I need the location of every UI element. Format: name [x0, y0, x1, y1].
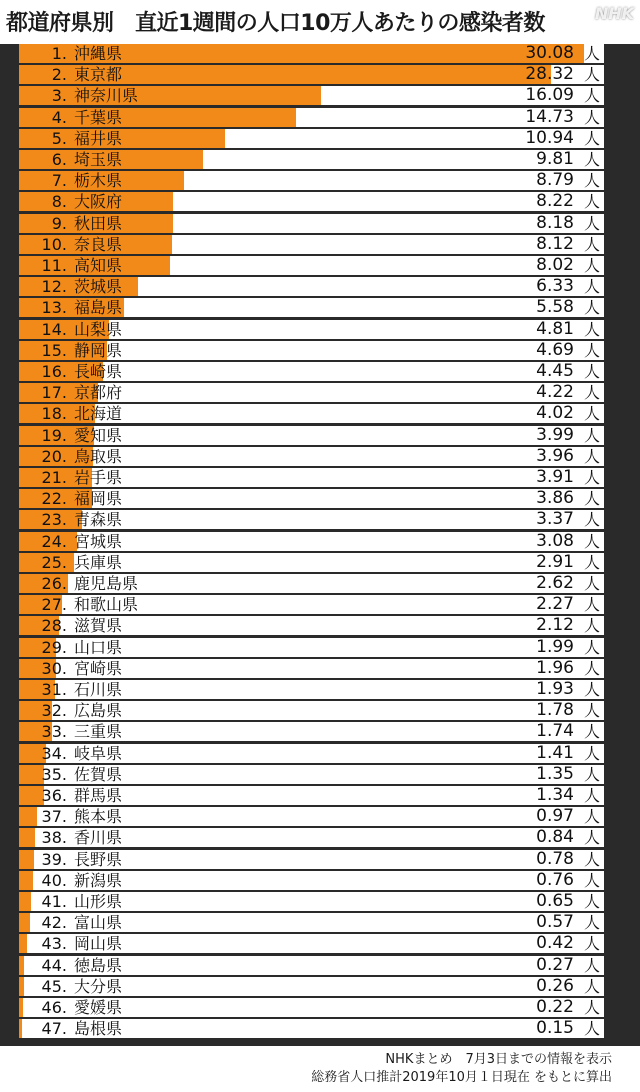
chart-row — [19, 744, 604, 763]
rank-label: 17. — [41, 383, 67, 403]
unit-label: 人 — [583, 574, 600, 593]
chart-row — [19, 722, 604, 741]
value-label: 8.79 — [536, 171, 574, 191]
rank-label: 30. — [41, 658, 67, 678]
unit-label: 人 — [583, 256, 600, 275]
prefecture-label: 鹿児島県 — [74, 574, 139, 593]
rank-label: 11. — [41, 256, 67, 275]
chart-row — [19, 192, 604, 211]
prefecture-label: 山梨県 — [74, 319, 123, 339]
unit-label: 人 — [583, 998, 600, 1017]
unit-label: 人 — [583, 764, 600, 784]
unit-label: 人 — [583, 86, 600, 106]
value-label: 2.12 — [536, 616, 574, 636]
prefecture-label: 宮崎県 — [74, 658, 123, 678]
rank-label: 35. — [41, 764, 67, 784]
unit-label: 人 — [583, 277, 600, 297]
rank-label: 2. — [51, 65, 67, 85]
value-label: 4.69 — [536, 340, 574, 360]
chart-row — [19, 362, 604, 381]
unit-label: 人 — [583, 404, 600, 424]
prefecture-label: 広島県 — [74, 701, 123, 721]
prefecture-label: 神奈川県 — [74, 86, 139, 106]
source-note: NHKまとめ 7月3日までの情報を表示 — [385, 1052, 612, 1067]
chart-row — [19, 553, 604, 572]
value-label: 9.81 — [536, 150, 574, 169]
unit-label: 人 — [583, 531, 600, 551]
value-label: 0.27 — [536, 955, 574, 975]
rank-label: 1. — [51, 44, 67, 63]
rank-label: 12. — [41, 277, 67, 297]
value-label: 0.97 — [536, 807, 574, 827]
prefecture-label: 沖縄県 — [74, 44, 123, 63]
value-label: 3.86 — [536, 489, 574, 509]
rank-label: 31. — [41, 680, 67, 699]
value-label: 1.34 — [536, 786, 574, 805]
unit-label: 人 — [583, 446, 600, 466]
unit-label: 人 — [583, 510, 600, 530]
value-label: 5.58 — [536, 298, 574, 318]
chart-row — [19, 447, 604, 466]
prefecture-label: 福岡県 — [74, 489, 123, 509]
prefecture-label: 青森県 — [74, 510, 123, 530]
rank-label: 46. — [41, 998, 67, 1017]
unit-label: 人 — [583, 934, 600, 954]
value-label: 1.96 — [536, 658, 574, 678]
value-label: 10.94 — [525, 128, 574, 148]
chart-row — [19, 277, 604, 296]
unit-label: 人 — [583, 128, 600, 148]
prefecture-label: 高知県 — [74, 256, 123, 275]
value-label: 28.32 — [525, 65, 574, 85]
unit-label: 人 — [583, 892, 600, 911]
value-label: 0.15 — [536, 1019, 574, 1039]
chart-row — [19, 404, 604, 423]
chart-row — [19, 65, 604, 84]
rank-label: 29. — [41, 637, 67, 657]
chart-row — [19, 320, 604, 339]
unit-label: 人 — [583, 171, 600, 191]
unit-label: 人 — [583, 383, 600, 403]
chart-row — [19, 871, 604, 890]
prefecture-label: 福井県 — [74, 128, 123, 148]
chart-row — [19, 659, 604, 678]
unit-label: 人 — [583, 150, 600, 169]
chart-row — [19, 235, 604, 254]
unit-label: 人 — [583, 107, 600, 127]
unit-label: 人 — [583, 234, 600, 254]
prefecture-label: 鳥取県 — [74, 446, 123, 466]
prefecture-label: 群馬県 — [74, 786, 123, 805]
rank-label: 4. — [51, 107, 67, 127]
chart-row — [19, 701, 604, 720]
chart-row — [19, 171, 604, 190]
chart-row — [19, 489, 604, 508]
prefecture-label: 宮城県 — [74, 531, 123, 551]
prefecture-label: 佐賀県 — [74, 764, 123, 784]
rank-label: 25. — [41, 552, 67, 572]
chart-row — [19, 532, 604, 551]
unit-label: 人 — [583, 425, 600, 445]
rank-label: 32. — [41, 701, 67, 721]
value-label: 0.26 — [536, 976, 574, 996]
prefecture-label: 東京都 — [74, 65, 123, 85]
unit-label: 人 — [583, 65, 600, 85]
chart-row — [19, 956, 604, 975]
chart-row — [19, 510, 604, 529]
unit-label: 人 — [583, 743, 600, 763]
unit-label: 人 — [583, 298, 600, 318]
value-label: 8.02 — [536, 256, 574, 275]
rank-label: 5. — [51, 128, 67, 148]
rank-label: 43. — [41, 934, 67, 954]
chart-row — [19, 86, 604, 105]
value-label: 16.09 — [525, 86, 574, 106]
unit-label: 人 — [583, 786, 600, 805]
chart-row — [19, 150, 604, 169]
rank-label: 38. — [41, 828, 67, 848]
rank-label: 47. — [41, 1019, 67, 1039]
unit-label: 人 — [583, 849, 600, 869]
rank-label: 39. — [41, 849, 67, 869]
chart-row — [19, 383, 604, 402]
unit-label: 人 — [583, 595, 600, 615]
rank-label: 9. — [51, 213, 67, 233]
rank-label: 45. — [41, 976, 67, 996]
unit-label: 人 — [583, 680, 600, 699]
prefecture-label: 奈良県 — [74, 234, 123, 254]
rank-label: 10. — [41, 234, 67, 254]
unit-label: 人 — [583, 489, 600, 509]
value-label: 3.96 — [536, 446, 574, 466]
rank-label: 19. — [41, 425, 67, 445]
unit-label: 人 — [583, 468, 600, 487]
chart-row — [19, 574, 604, 593]
unit-label: 人 — [583, 701, 600, 721]
footer — [0, 1046, 640, 1092]
rank-label: 16. — [41, 362, 67, 381]
chart-row — [19, 616, 604, 635]
unit-label: 人 — [583, 552, 600, 572]
unit-label: 人 — [583, 192, 600, 212]
population-note: 総務省人口推計2019年10月１日現在 をもとに算出 — [311, 1070, 612, 1085]
value-label: 0.84 — [536, 828, 574, 848]
rank-label: 13. — [41, 298, 67, 318]
value-label: 8.12 — [536, 234, 574, 254]
rank-label: 6. — [51, 150, 67, 169]
chart-row — [19, 638, 604, 657]
unit-label: 人 — [583, 362, 600, 381]
value-label: 8.18 — [536, 213, 574, 233]
prefecture-label: 滋賀県 — [74, 616, 123, 636]
rank-label: 21. — [41, 468, 67, 487]
prefecture-label: 長野県 — [74, 849, 123, 869]
value-label: 0.22 — [536, 998, 574, 1017]
prefecture-label: 埼玉県 — [74, 150, 123, 169]
prefecture-label: 兵庫県 — [74, 552, 123, 572]
value-label: 1.35 — [536, 764, 574, 784]
prefecture-label: 岡山県 — [74, 934, 123, 954]
prefecture-label: 愛媛県 — [74, 998, 123, 1017]
prefecture-label: 栃木県 — [74, 171, 123, 191]
prefecture-label: 大分県 — [74, 976, 123, 996]
prefecture-label: 茨城県 — [74, 277, 123, 297]
unit-label: 人 — [583, 616, 600, 636]
unit-label: 人 — [583, 658, 600, 678]
chart-row — [19, 998, 604, 1017]
value-label: 1.78 — [536, 701, 574, 721]
rank-label: 40. — [41, 870, 67, 890]
unit-label: 人 — [583, 637, 600, 657]
unit-label: 人 — [583, 44, 600, 63]
value-label: 3.08 — [536, 531, 574, 551]
value-label: 1.74 — [536, 722, 574, 742]
prefecture-label: 島根県 — [74, 1019, 123, 1039]
chart-row — [19, 934, 604, 953]
value-label: 2.91 — [536, 552, 574, 572]
value-label: 1.99 — [536, 637, 574, 657]
prefecture-label: 岩手県 — [74, 468, 123, 487]
prefecture-label: 新潟県 — [74, 870, 123, 890]
chart-row — [19, 786, 604, 805]
prefecture-label: 熊本県 — [74, 807, 123, 827]
chart-row — [19, 765, 604, 784]
prefecture-label: 福島県 — [74, 298, 123, 318]
chart-row — [19, 298, 604, 317]
prefecture-label: 長崎県 — [74, 362, 123, 381]
rank-label: 22. — [41, 489, 67, 509]
value-label: 30.08 — [525, 44, 574, 63]
prefecture-label: 山形県 — [74, 892, 123, 911]
value-label: 0.78 — [536, 849, 574, 869]
rank-label: 14. — [41, 319, 67, 339]
chart-row — [19, 108, 604, 127]
value-label: 6.33 — [536, 277, 574, 297]
unit-label: 人 — [583, 807, 600, 827]
value-label: 3.99 — [536, 425, 574, 445]
rank-label: 27. — [41, 595, 67, 615]
value-label: 2.62 — [536, 574, 574, 593]
chart-row — [19, 913, 604, 932]
prefecture-label: 富山県 — [74, 913, 123, 933]
prefecture-label: 愛知県 — [74, 425, 123, 445]
rank-label: 23. — [41, 510, 67, 530]
prefecture-label: 徳島県 — [74, 955, 123, 975]
prefecture-label: 香川県 — [74, 828, 123, 848]
value-label: 14.73 — [525, 107, 574, 127]
rank-label: 7. — [51, 171, 67, 191]
prefecture-label: 秋田県 — [74, 213, 123, 233]
chart-title: 都道府県別 直近1週間の人口10万人あたりの感染者数 — [6, 11, 545, 36]
rank-label: 8. — [51, 192, 67, 212]
chart-row — [19, 426, 604, 445]
rank-label: 33. — [41, 722, 67, 742]
rank-label: 26. — [41, 574, 67, 593]
prefecture-label: 北海道 — [74, 404, 123, 424]
prefecture-label: 三重県 — [74, 722, 123, 742]
unit-label: 人 — [583, 1019, 600, 1039]
rank-label: 24. — [41, 531, 67, 551]
value-label: 3.37 — [536, 510, 574, 530]
unit-label: 人 — [583, 955, 600, 975]
prefecture-label: 和歌山県 — [74, 595, 139, 615]
prefecture-label: 大阪府 — [74, 192, 123, 212]
chart-row — [19, 850, 604, 869]
chart-row — [19, 129, 604, 148]
value-label: 4.02 — [536, 404, 574, 424]
value-label: 8.22 — [536, 192, 574, 212]
chart-row — [19, 256, 604, 275]
value-label: 4.22 — [536, 383, 574, 403]
rank-label: 37. — [41, 807, 67, 827]
chart-row — [19, 214, 604, 233]
chart-row — [19, 595, 604, 614]
value-label: 0.65 — [536, 892, 574, 911]
value-label: 4.45 — [536, 362, 574, 381]
prefecture-label: 京都府 — [74, 383, 123, 403]
value-label: 2.27 — [536, 595, 574, 615]
unit-label: 人 — [583, 722, 600, 742]
value-label: 1.93 — [536, 680, 574, 699]
rank-label: 15. — [41, 340, 67, 360]
rank-label: 42. — [41, 913, 67, 933]
unit-label: 人 — [583, 870, 600, 890]
rank-label: 28. — [41, 616, 67, 636]
value-label: 1.41 — [536, 743, 574, 763]
rank-label: 36. — [41, 786, 67, 805]
chart-row — [19, 44, 604, 63]
unit-label: 人 — [583, 340, 600, 360]
chart-row — [19, 892, 604, 911]
chart-row — [19, 680, 604, 699]
rank-label: 44. — [41, 955, 67, 975]
rank-label: 3. — [51, 86, 67, 106]
chart-row — [19, 807, 604, 826]
value-label: 0.42 — [536, 934, 574, 954]
chart-row — [19, 977, 604, 996]
unit-label: 人 — [583, 828, 600, 848]
value-label: 4.81 — [536, 319, 574, 339]
rank-label: 34. — [41, 743, 67, 763]
rank-label: 41. — [41, 892, 67, 911]
rank-label: 20. — [41, 446, 67, 466]
unit-label: 人 — [583, 976, 600, 996]
chart-row — [19, 341, 604, 360]
prefecture-label: 山口県 — [74, 637, 123, 657]
prefecture-label: 岐阜県 — [74, 743, 123, 763]
value-label: 0.76 — [536, 870, 574, 890]
unit-label: 人 — [583, 319, 600, 339]
chart-row — [19, 828, 604, 847]
value-label: 3.91 — [536, 468, 574, 487]
rank-label: 18. — [41, 404, 67, 424]
nhk-watermark: NHK — [594, 4, 634, 23]
chart-row — [19, 468, 604, 487]
unit-label: 人 — [583, 913, 600, 933]
value-label: 0.57 — [536, 913, 574, 933]
prefecture-label: 石川県 — [74, 680, 123, 699]
prefecture-label: 静岡県 — [74, 340, 123, 360]
prefecture-label: 千葉県 — [74, 107, 123, 127]
unit-label: 人 — [583, 213, 600, 233]
chart-row — [19, 1019, 604, 1038]
